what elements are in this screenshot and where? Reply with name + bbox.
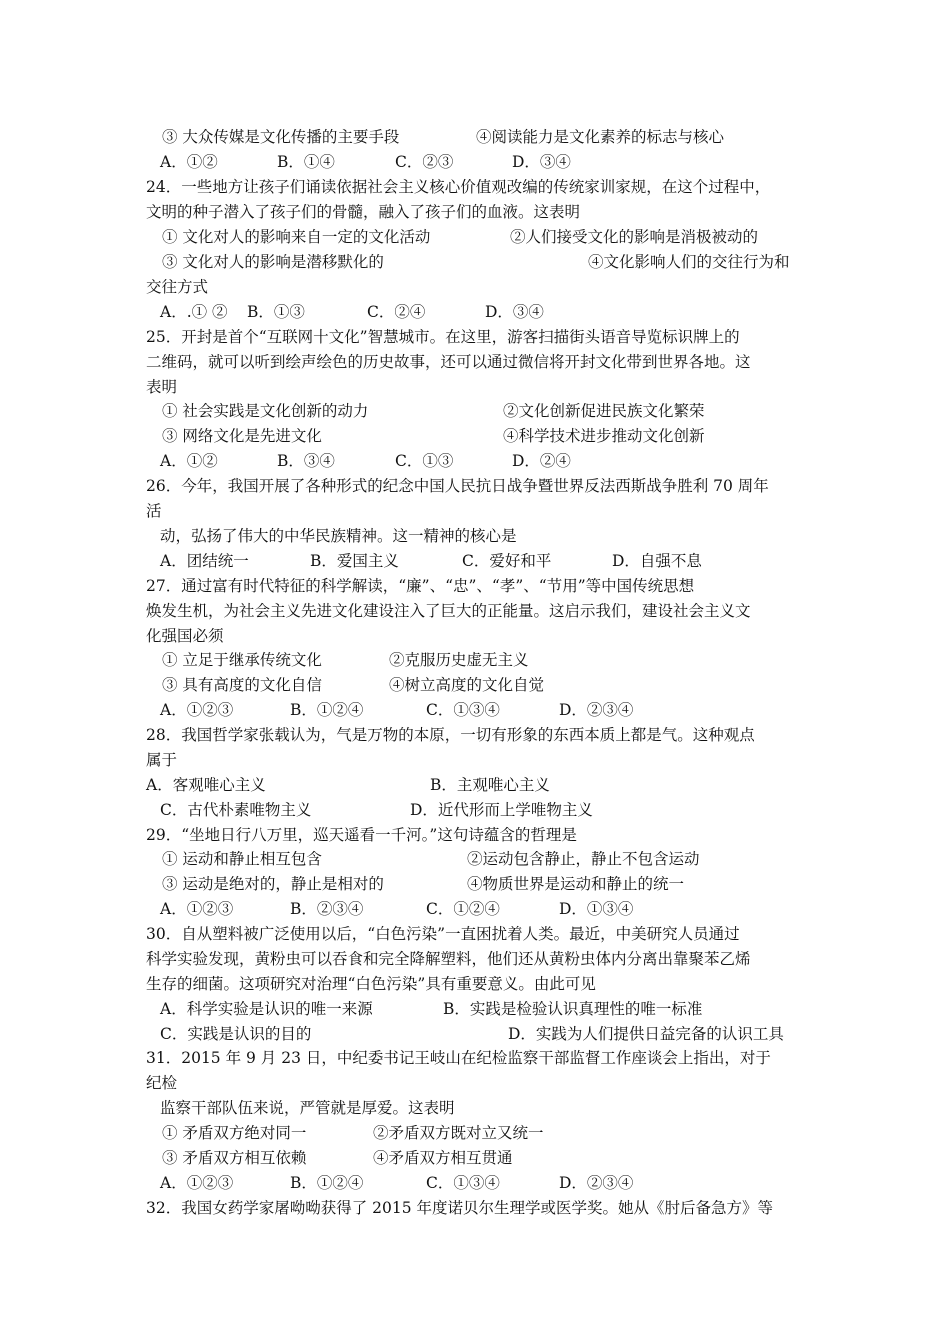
q25-text-2: 二维码，就可以听到绘声绘色的历史故事，还可以通过微信将开封文化带到世界各地。这 [146, 353, 751, 371]
q26-answer-d: D．自强不息 [612, 552, 702, 570]
q31-option-1: ① 矛盾双方绝对同一 [162, 1124, 307, 1142]
q23-answer-b: B．①④ [277, 153, 335, 171]
q29-answer-a: A．①②③ [160, 900, 234, 918]
q27-text-2: 焕发生机，为社会主义先进文化建设注入了巨大的正能量。这启示我们，建设社会主义文 [146, 602, 751, 620]
q28-answer-d: D．近代形而上学唯物主义 [410, 801, 593, 819]
q27-option-1: ① 立足于继承传统文化 [162, 651, 322, 669]
q26-answer-b: B．爱国主义 [310, 552, 399, 570]
q26-text-2: 活 [146, 502, 162, 520]
q31-text-1: 31．2015 年 9 月 23 日，中纪委书记王岐山在纪检监察干部监督工作座谈会上指出，对于 [146, 1049, 771, 1067]
q24-answer-b: B．①③ [247, 303, 305, 321]
q25-answer-c: C．①③ [395, 452, 454, 470]
q27-option-3: ③ 具有高度的文化自信 [162, 676, 322, 694]
q23-answer-a: A．①② [160, 153, 218, 171]
q26-text-1: 26．今年，我国开展了各种形式的纪念中国人民抗日战争暨世界反法西斯战争胜利 70 周年 [146, 477, 769, 495]
q29-option-4: ④物质世界是运动和静止的统一 [467, 875, 685, 893]
q31-answer-d: D．②③④ [559, 1174, 634, 1192]
q30-answer-c: C．实践是认识的目的 [160, 1025, 312, 1043]
q25-option-3: ③ 网络文化是先进文化 [162, 427, 322, 445]
q25-option-4: ④科学技术进步推动文化创新 [503, 427, 705, 445]
q24-answer-c: C．②④ [367, 303, 426, 321]
q29-option-2: ②运动包含静止，静止不包含运动 [467, 850, 700, 868]
q29-answer-c: C．①②④ [426, 900, 500, 918]
q27-text-3: 化强国必须 [146, 627, 224, 645]
q23-answer-d: D．③④ [512, 153, 571, 171]
q28-text-2: 属于 [146, 751, 178, 769]
q24-option-3: ③ 文化对人的影响是潜移默化的 [162, 253, 384, 271]
q31-answer-a: A．①②③ [160, 1174, 234, 1192]
q25-text-1: 25．开封是首个“互联网十文化”智慧城市。在这里，游客扫描街头语音导览标识牌上的 [146, 328, 740, 346]
q29-answer-b: B．②③④ [290, 900, 364, 918]
q24-option-2: ②人们接受文化的影响是消极被动的 [510, 228, 759, 246]
q27-answer-b: B．①②④ [290, 701, 364, 719]
q30-text-1: 30．自从塑料被广泛使用以后，“白色污染”一直困扰着人类。最近，中美研究人员通过 [146, 925, 740, 943]
q31-option-2: ②矛盾双方既对立又统一 [373, 1124, 544, 1142]
q24-option-4: ④文化影响人们的交往行为和 [588, 253, 790, 271]
q24-answer-a: A．.① ② [160, 303, 228, 321]
q25-answer-d: D．②④ [512, 452, 571, 470]
q26-answer-a: A．团结统一 [160, 552, 249, 570]
q31-option-4: ④矛盾双方相互贯通 [373, 1149, 513, 1167]
q24-option-1: ① 文化对人的影响来自一定的文化活动 [162, 228, 431, 246]
q27-answer-c: C．①③④ [426, 701, 500, 719]
q25-option-1: ① 社会实践是文化创新的动力 [162, 402, 369, 420]
q29-option-3: ③ 运动是绝对的，静止是相对的 [162, 875, 384, 893]
q24-text-2: 文明的种子潜入了孩子们的骨髓，融入了孩子们的血液。这表明 [146, 203, 581, 221]
q29-answer-d: D．①③④ [559, 900, 634, 918]
q28-answer-b: B．主观唯心主义 [430, 776, 550, 794]
q24-text-1: 24．一些地方让孩子们诵读依据社会主义核心价值观改编的传统家训家规，在这个过程中， [146, 178, 771, 196]
q24-option-4-cont: 交往方式 [146, 278, 209, 296]
q28-answer-a: A．客观唯心主义 [146, 776, 266, 794]
q31-text-2: 纪检 [146, 1074, 178, 1092]
q26-text-3: 动，弘扬了伟大的中华民族精神。这一精神的核心是 [160, 527, 517, 545]
q27-option-4: ④树立高度的文化自觉 [389, 676, 545, 694]
q23-answer-c: C．②③ [395, 153, 454, 171]
q25-text-3: 表明 [146, 378, 178, 396]
q26-answer-c: C．爱好和平 [462, 552, 552, 570]
q28-text-1: 28．我国哲学家张载认为，气是万物的本原，一切有形象的东西本质上都是气。这种观点 [146, 726, 755, 744]
q24-answer-d: D．③④ [485, 303, 544, 321]
q30-answer-b: B．实践是检验认识真理性的唯一标准 [443, 1000, 703, 1018]
q28-answer-c: C．古代朴素唯物主义 [160, 801, 312, 819]
q29-option-1: ① 运动和静止相互包含 [162, 850, 322, 868]
q27-answer-d: D．②③④ [559, 701, 634, 719]
q31-answer-b: B．①②④ [290, 1174, 364, 1192]
q23-option-3: ③ 大众传媒是文化传播的主要手段 [162, 128, 400, 146]
q30-answer-a: A．科学实验是认识的唯一来源 [160, 1000, 373, 1018]
q27-answer-a: A．①②③ [160, 701, 234, 719]
q29-text-1: 29．“坐地日行八万里，巡天遥看一千河。”这句诗蕴含的哲理是 [146, 826, 577, 844]
q30-text-2: 科学实验发现，黄粉虫可以吞食和完全降解塑料，他们还从黄粉虫体内分离出靠聚苯乙烯 [146, 950, 751, 968]
q25-answer-b: B．③④ [277, 452, 335, 470]
q31-answer-c: C．①③④ [426, 1174, 500, 1192]
q25-option-2: ②文化创新促进民族文化繁荣 [503, 402, 705, 420]
q31-option-3: ③ 矛盾双方相互依赖 [162, 1149, 307, 1167]
q25-answer-a: A．①② [160, 452, 218, 470]
q30-answer-d: D．实践为人们提供日益完备的认识工具 [508, 1025, 784, 1043]
q27-option-2: ②克服历史虚无主义 [389, 651, 529, 669]
q27-text-1: 27．通过富有时代特征的科学解读，“廉”、“忠”、“孝”、“节用”等中国传统思想 [146, 577, 695, 595]
q23-option-4: ④阅读能力是文化素养的标志与核心 [476, 128, 725, 146]
q30-text-3: 生存的细菌。这项研究对治理“白色污染”具有重要意义。由此可见 [146, 975, 596, 993]
q32-text-1: 32．我国女药学家屠呦呦获得了 2015 年度诺贝尔生理学或医学奖。她从《肘后备急方》等 [146, 1199, 774, 1217]
q31-text-3: 监察干部队伍来说，严管就是厚爱。这表明 [160, 1099, 455, 1117]
